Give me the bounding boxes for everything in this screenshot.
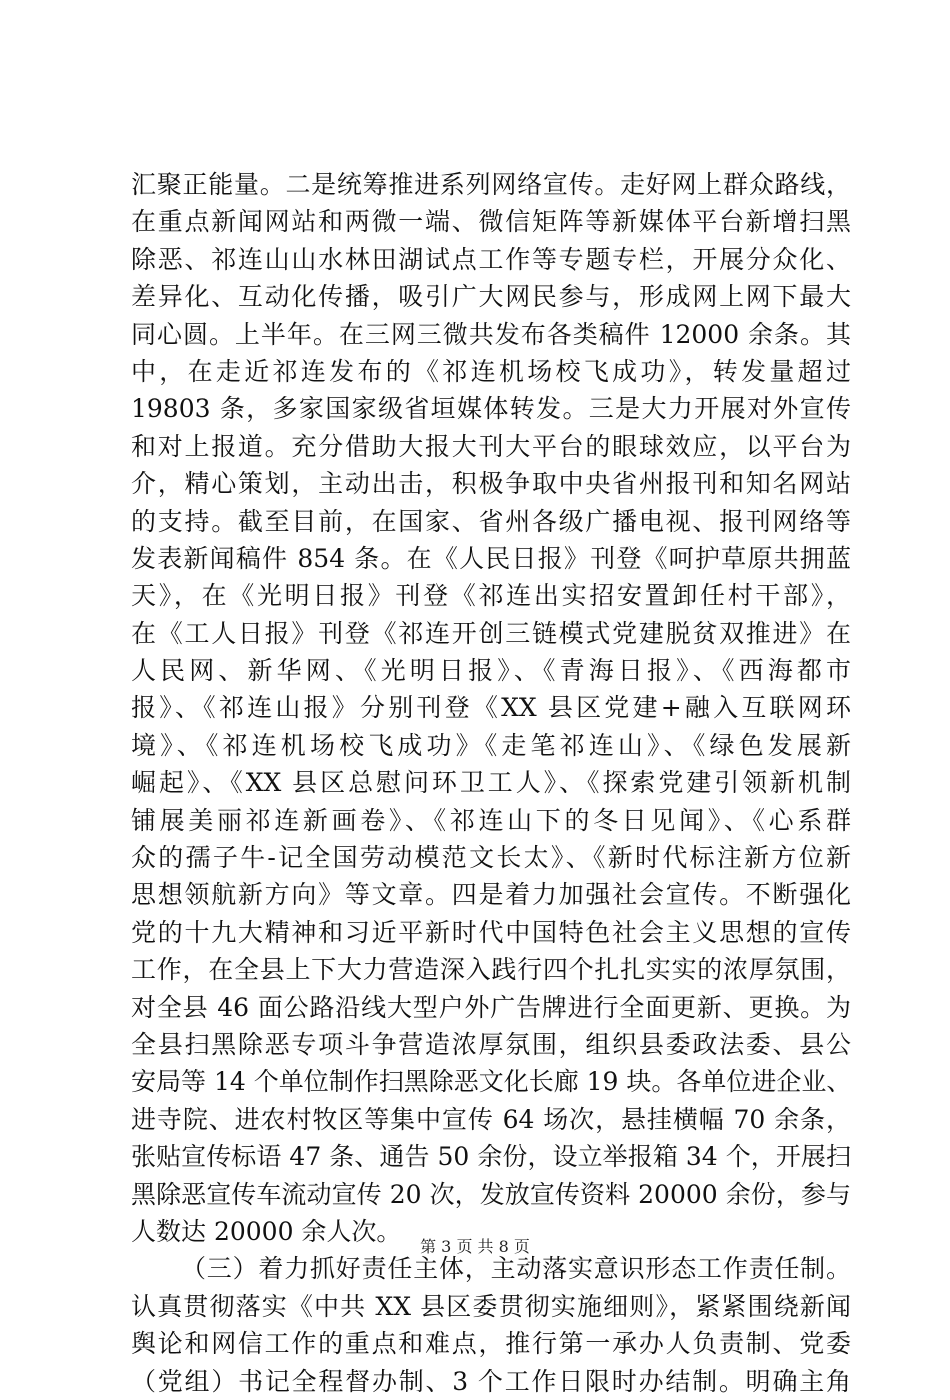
text-line: 在重点新闻网站和两微一端、微信矩阵等新媒体平台新增扫黑 <box>131 207 851 237</box>
text-line: 全县扫黑除恶专项斗争营造浓厚氛围，组织县委政法委、县公 <box>131 1029 851 1059</box>
body-text <box>131 166 851 1400</box>
text-line: 报》、《祁连山报》分别刊登《XX 县区党建+融入互联网环 <box>131 693 851 723</box>
text-line: 天》，在《光明日报》刊登《祁连出实招安置卸任村干部》， <box>131 581 851 611</box>
section-heading-line: （三）着力抓好责任主体，主动落实意识形态工作责任制。 <box>181 1254 851 1284</box>
text-line: 黑除恶宣传车流动宣传 20 次，发放宣传资料 20000 余份，参与 <box>131 1179 851 1209</box>
text-line: 众的孺子牛-记全国劳动模范文长太》、《新时代标注新方位新 <box>131 843 851 873</box>
text-line: 张贴宣传标语 47 条、通告 50 余份，设立举报箱 34 个，开展扫 <box>131 1142 851 1172</box>
text-line: 崛起》、《XX 县区总慰问环卫工人》、《探索党建引领新机制 <box>131 768 851 798</box>
text-line: （党组）书记全程督办制、3 个工作日限时办结制。明确主角 <box>131 1366 851 1396</box>
text-line: 差异化、互动化传播，吸引广大网民参与，形成网上网下最大 <box>131 282 851 312</box>
text-line: 人数达 20000 余人次。 <box>131 1216 402 1246</box>
text-line: 介，精心策划，主动出击，积极争取中央省州报刊和知名网站 <box>131 469 851 499</box>
text-line: 19803 条，多家国家级省垣媒体转发。三是大力开展对外宣传 <box>131 394 851 424</box>
text-line: 舆论和网信工作的重点和难点，推行第一承办人负责制、党委 <box>131 1329 851 1359</box>
text-line: 铺展美丽祁连新画卷》、《祁连山下的冬日见闻》、《心系群 <box>131 805 851 835</box>
text-line: 的支持。截至目前，在国家、省州各级广播电视、报刊网络等 <box>131 506 851 536</box>
text-line: 发表新闻稿件 854 条。在《人民日报》刊登《呵护草原共拥蓝 <box>131 543 851 573</box>
text-line: 在《工人日报》刊登《祁连开创三链模式党建脱贫双推进》在 <box>131 618 851 648</box>
text-line: 境》、《祁连机场校飞成功》《走笔祁连山》、《绿色发展新 <box>131 730 851 760</box>
text-line: 中，在走近祁连发布的《祁连机场校飞成功》，转发量超过 <box>131 356 851 386</box>
text-line: 安局等 14 个单位制作扫黑除恶文化长廊 19 块。各单位进企业、 <box>131 1067 852 1097</box>
text-line: 党的十九大精神和习近平新时代中国特色社会主义思想的宣传 <box>131 917 851 947</box>
text-line: 工作，在全县上下大力营造深入践行四个扎扎实实的浓厚氛围， <box>131 955 851 985</box>
text-line: 进寺院、进农村牧区等集中宣传 64 场次，悬挂横幅 70 余条， <box>131 1104 851 1134</box>
text-line: 汇聚正能量。二是统筹推进系列网络宣传。走好网上群众路线， <box>131 170 851 199</box>
text-line: 思想领航新方向》等文章。四是着力加强社会宣传。不断强化 <box>131 880 851 910</box>
page-footer: 第 3 页 共 8 页 <box>420 1237 530 1256</box>
text-line: 认真贯彻落实《中共 XX 县区委贯彻实施细则》，紧紧围绕新闻 <box>131 1291 851 1321</box>
text-line: 人民网、新华网、《光明日报》、《青海日报》、《西海都市 <box>131 656 851 686</box>
text-line: 除恶、祁连山山水林田湖试点工作等专题专栏，开展分众化、 <box>131 244 851 274</box>
text-line: 和对上报道。充分借助大报大刊大平台的眼球效应，以平台为 <box>131 431 851 461</box>
text-line: 对全县 46 面公路沿线大型户外广告牌进行全面更新、更换。为 <box>131 992 851 1022</box>
text-line: 同心圆。上半年。在三网三微共发布各类稿件 12000 余条。其 <box>131 319 851 349</box>
